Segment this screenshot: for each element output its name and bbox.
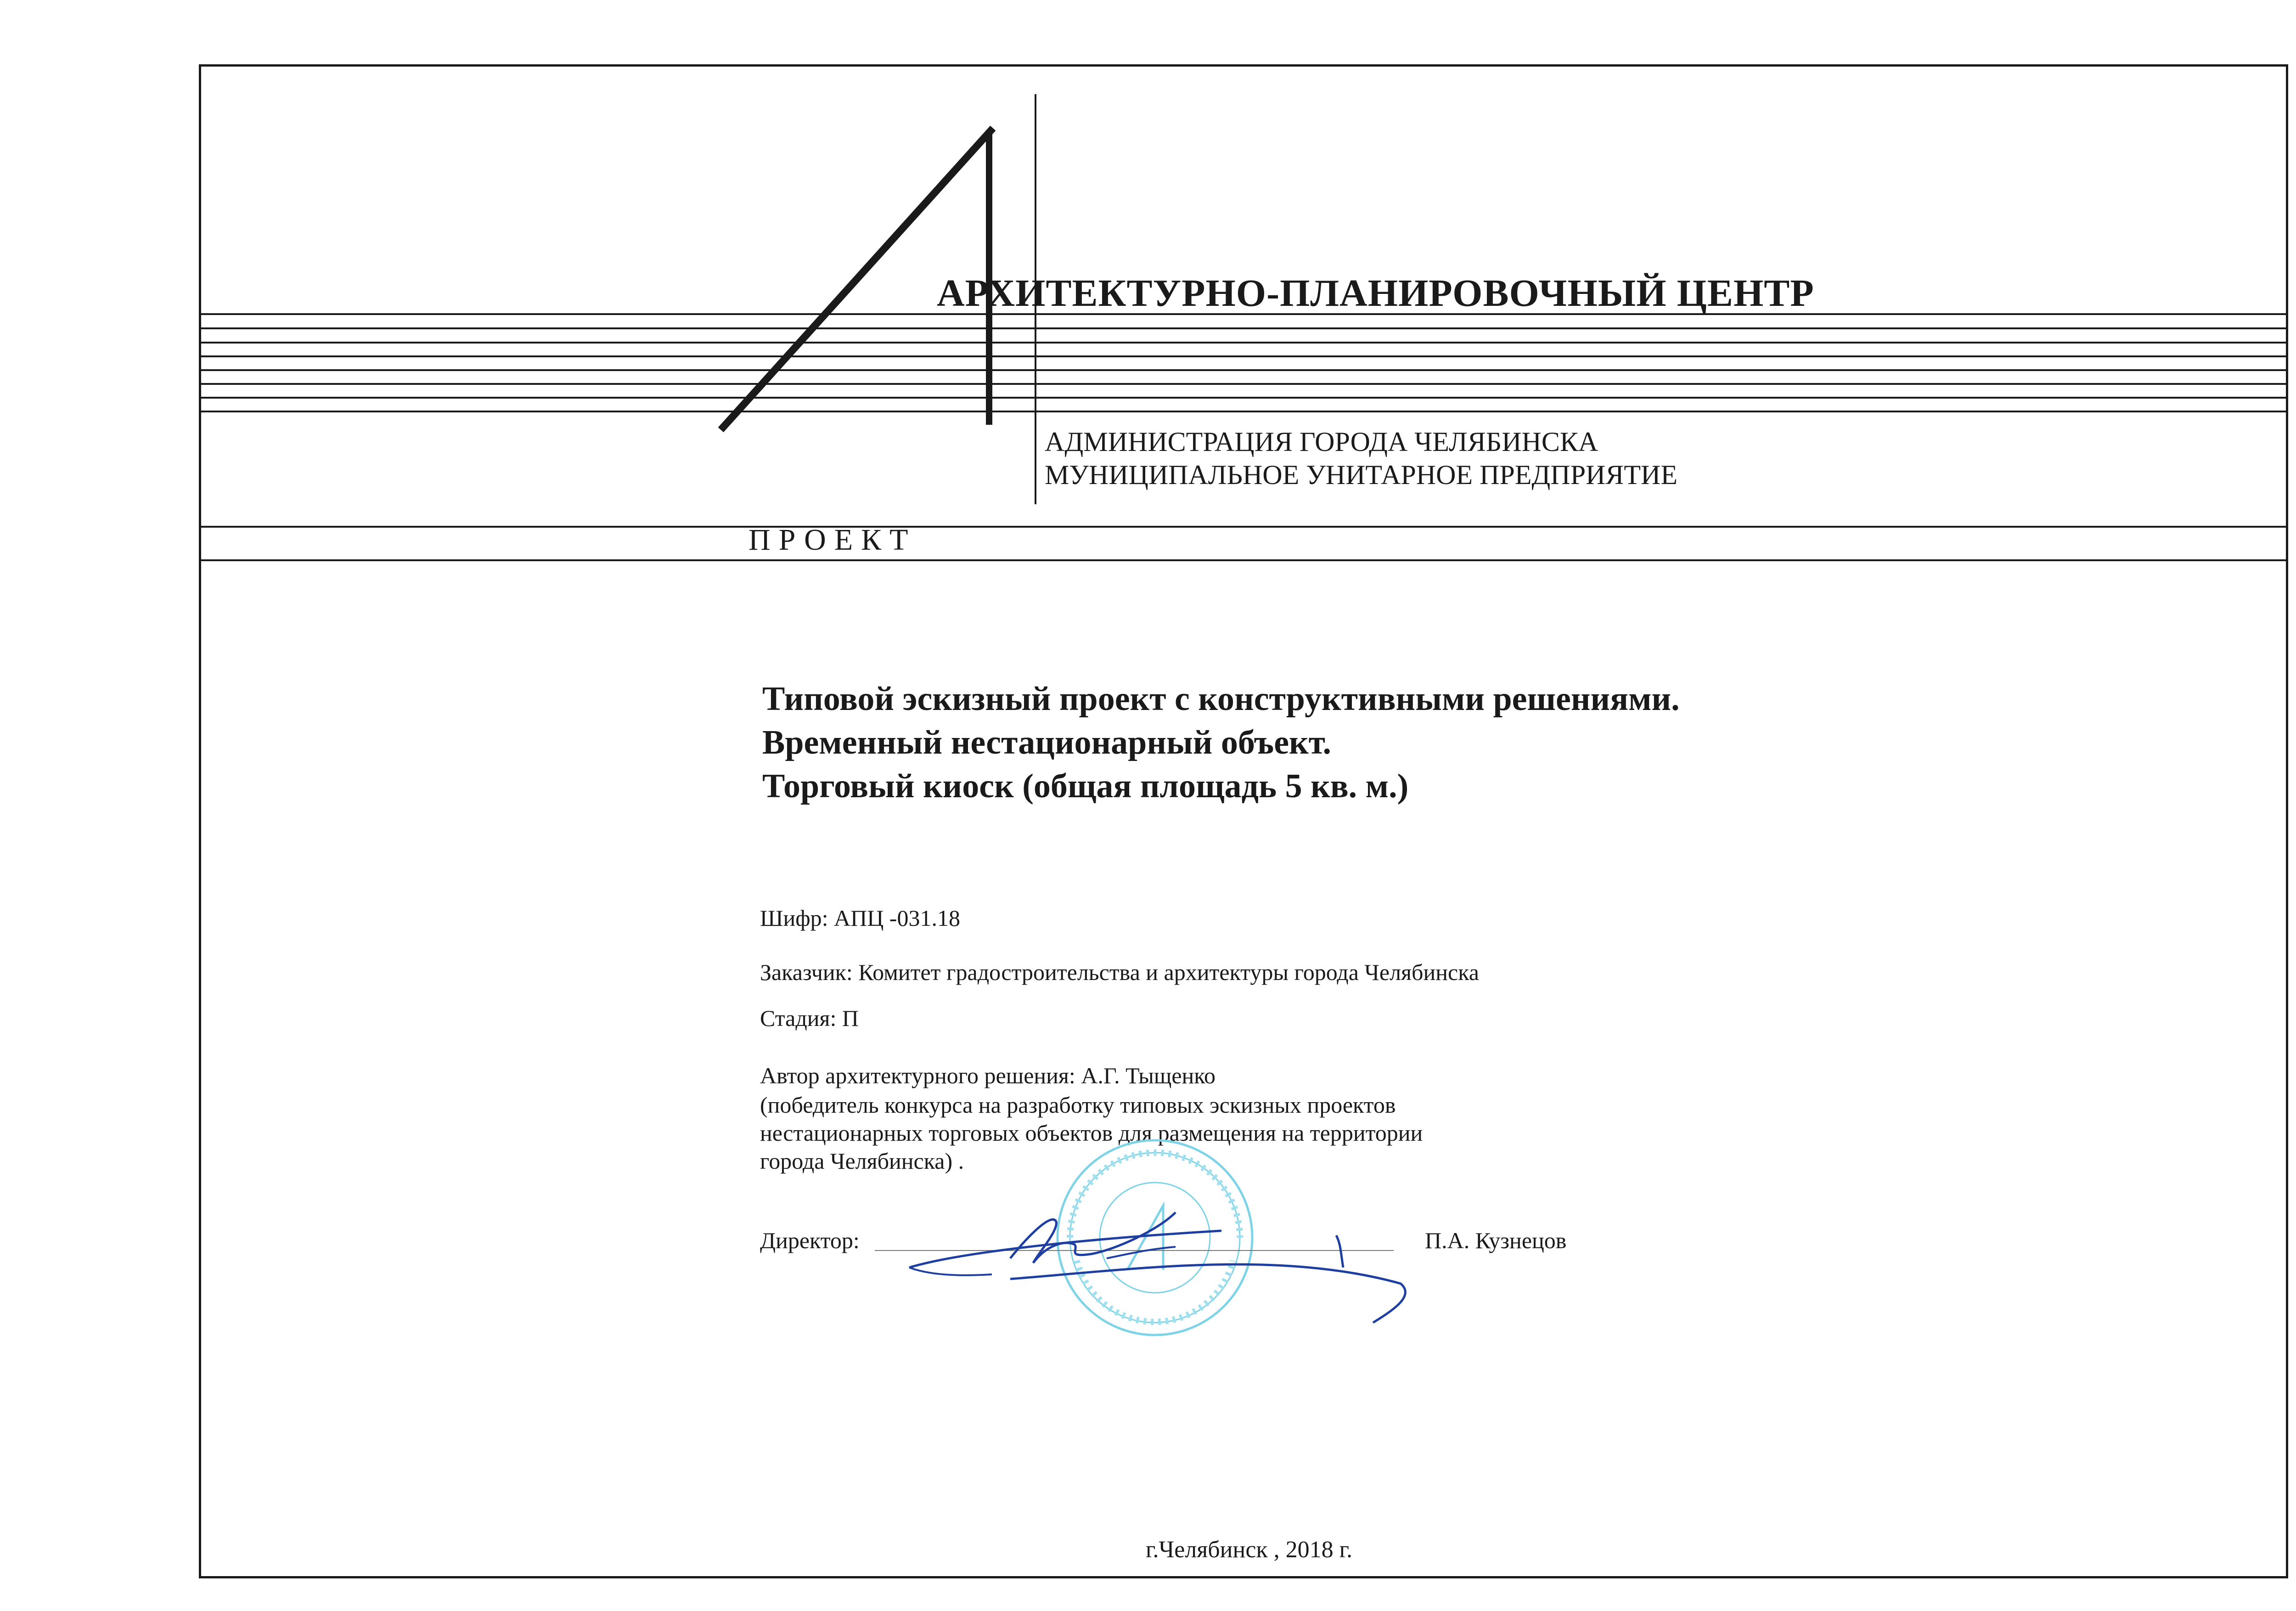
document-title-line-3: Торговый киоск (общая площадь 5 кв. м.) — [762, 767, 1409, 805]
director-signature — [900, 1185, 1428, 1332]
stage-field: Стадия: П — [760, 1005, 859, 1031]
document-title-line-2: Временный нестационарный объект. — [762, 724, 1331, 761]
place-and-year: г.Челябинск , 2018 г. — [1146, 1537, 1353, 1563]
administration-line: АДМИНИСТРАЦИЯ ГОРОДА ЧЕЛЯБИНСКА — [1045, 427, 1598, 457]
project-label: ПРОЕКТ — [748, 523, 917, 557]
cipher-field: Шифр: АПЦ -031.18 — [760, 905, 960, 931]
enterprise-type-line: МУНИЦИПАЛЬНОЕ УНИТАРНОЕ ПРЕДПРИЯТИЕ — [1045, 460, 1678, 490]
author-field: Автор архитектурного решения: А.Г. Тыщенко — [760, 1063, 1216, 1088]
document-title-line-1: Типовой эскизный проект с конструктивными решениями. — [762, 680, 1680, 718]
organization-name: АРХИТЕКТУРНО-ПЛАНИРОВОЧНЫЙ ЦЕНТР — [937, 272, 1814, 315]
director-name: П.А. Кузнецов — [1425, 1228, 1567, 1253]
customer-field: Заказчик: Комитет градостроительства и архитектуры города Челябинска — [760, 959, 1479, 985]
author-note-line-3: города Челябинска) . — [760, 1148, 964, 1174]
author-note-line-1: (победитель конкурса на разработку типовых эскизных проектов — [760, 1092, 1396, 1118]
director-label: Директор: — [760, 1228, 860, 1253]
author-note-line-2: нестационарных торговых объектов для размещения на территории — [760, 1120, 1423, 1146]
